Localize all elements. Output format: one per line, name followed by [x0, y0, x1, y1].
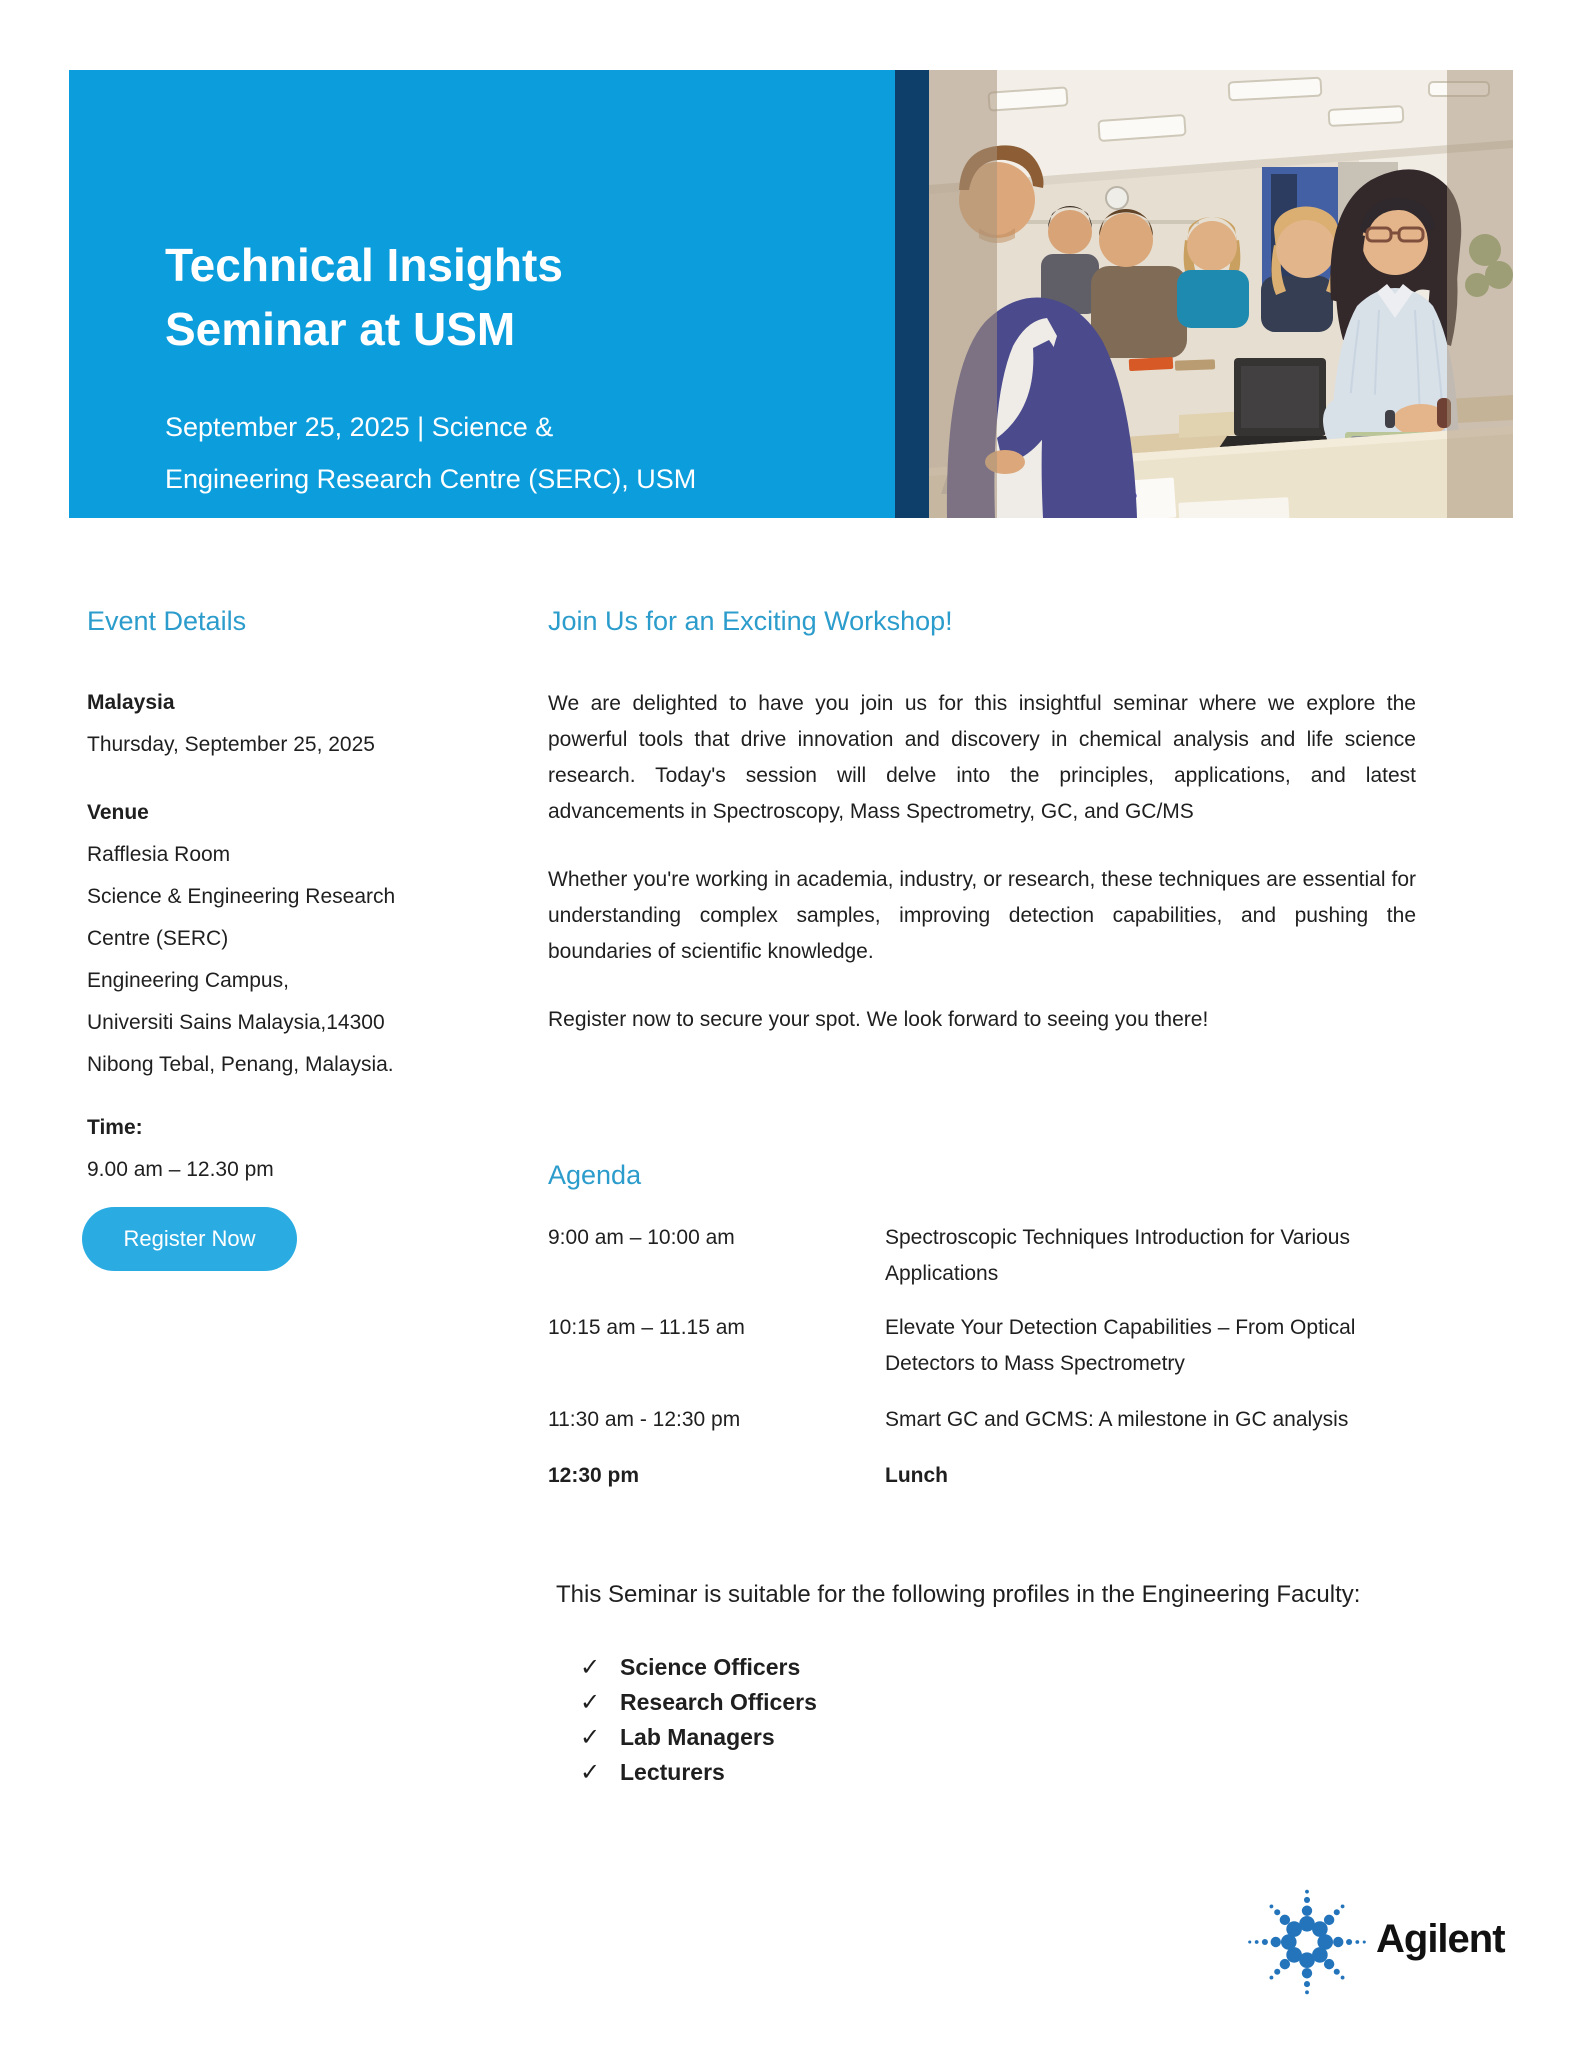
venue-line: Science & Engineering Research — [87, 885, 396, 908]
checklist-item-label: Lab Managers — [620, 1724, 775, 1750]
agenda-time: 9:00 am – 10:00 am — [548, 1226, 735, 1249]
suitability-checklist — [548, 1650, 1416, 1790]
workshop-heading: Join Us for an Exciting Workshop! — [548, 606, 953, 636]
page-title — [165, 233, 895, 361]
agilent-spark-icon — [1248, 1888, 1366, 1996]
page-title-line2: Seminar at USM — [165, 303, 516, 355]
checklist-item-label: Research Officers — [620, 1689, 817, 1715]
main-content — [548, 604, 1416, 1790]
agenda-table — [548, 1220, 1416, 1494]
checkmark-icon: ✓ — [580, 1689, 601, 1716]
banner-subtitle-line1: September 25, 2025 | Science & — [165, 412, 554, 442]
venue-line: Engineering Campus, — [87, 969, 289, 992]
venue-line: Rafflesia Room — [87, 843, 231, 866]
checklist-item — [580, 1685, 1416, 1720]
agilent-wordmark: Agilent — [1376, 1917, 1505, 1961]
agenda-row — [548, 1220, 1416, 1292]
workshop-paragraph-3: Register now to secure your spot. We look forward to seeing you there! — [548, 1008, 1209, 1031]
event-date: Thursday, September 25, 2025 — [87, 733, 375, 756]
time-value: 9.00 am – 12.30 pm — [87, 1158, 274, 1181]
event-details-heading: Event Details — [87, 606, 247, 636]
agenda-time: 11:30 am - 12:30 pm — [548, 1408, 741, 1431]
classroom-photo-illustration — [929, 70, 1513, 518]
checkmark-icon: ✓ — [580, 1654, 601, 1681]
venue-line: Universiti Sains Malaysia,14300 — [87, 1011, 385, 1034]
banner-text-panel — [69, 70, 895, 518]
banner — [69, 70, 1513, 518]
event-date-group — [87, 682, 447, 766]
agenda-topic: Elevate Your Detection Capabilities – From Optical Detectors to Mass Spectrometry — [885, 1316, 1356, 1375]
event-details-panel — [87, 604, 447, 1271]
venue-label: Venue — [87, 801, 149, 824]
agenda-time: 10:15 am – 11.15 am — [548, 1316, 745, 1339]
venue-line: Centre (SERC) — [87, 927, 229, 950]
venue-line: Nibong Tebal, Penang, Malaysia. — [87, 1053, 394, 1076]
checklist-item-label: Science Officers — [620, 1654, 801, 1680]
banner-subtitle-line2: Engineering Research Centre (SERC), USM — [165, 464, 697, 494]
classroom-photo — [929, 70, 1513, 518]
agenda-row — [548, 1310, 1416, 1382]
suitability-heading: This Seminar is suitable for the following profiles in the Engineering Faculty: — [556, 1581, 1361, 1608]
time-group — [87, 1107, 447, 1191]
banner-subtitle — [165, 401, 895, 505]
country-label: Malaysia — [87, 691, 175, 714]
banner-accent-stripe — [895, 70, 929, 518]
agenda-row — [548, 1458, 1416, 1494]
checkmark-icon: ✓ — [580, 1724, 601, 1751]
venue-group — [87, 792, 447, 1086]
checkmark-icon: ✓ — [580, 1759, 601, 1786]
time-label: Time: — [87, 1116, 143, 1139]
checklist-item — [580, 1755, 1416, 1790]
agenda-heading: Agenda — [548, 1160, 642, 1190]
agilent-logo[interactable] — [1248, 1888, 1505, 1996]
workshop-paragraph-2: Whether you're working in academia, industry, or research, these techniques are essential for understanding complex samples, improving detection capabilities, and pushing the boundaries of scientific knowledge. — [548, 868, 1416, 963]
checklist-item-label: Lecturers — [620, 1759, 725, 1785]
agenda-row — [548, 1402, 1416, 1438]
agenda-time: 12:30 pm — [548, 1464, 640, 1487]
checklist-item — [580, 1720, 1416, 1755]
agenda-topic: Lunch — [885, 1464, 948, 1487]
agenda-topic: Smart GC and GCMS: A milestone in GC analysis — [885, 1408, 1349, 1431]
agenda-topic: Spectroscopic Techniques Introduction for Various Applications — [885, 1226, 1350, 1285]
checklist-item — [580, 1650, 1416, 1685]
page-title-line1: Technical Insights — [165, 239, 563, 291]
workshop-paragraph-1: We are delighted to have you join us for this insightful seminar where we explore the powerful tools that drive innovation and discovery in chemical analysis and life science research. Today's session will delve into the principles, applications, and latest advancements in Spectroscopy, Mass Spectrometry, GC, and GC/MS — [548, 692, 1416, 823]
register-now-button[interactable]: Register Now — [82, 1207, 297, 1271]
